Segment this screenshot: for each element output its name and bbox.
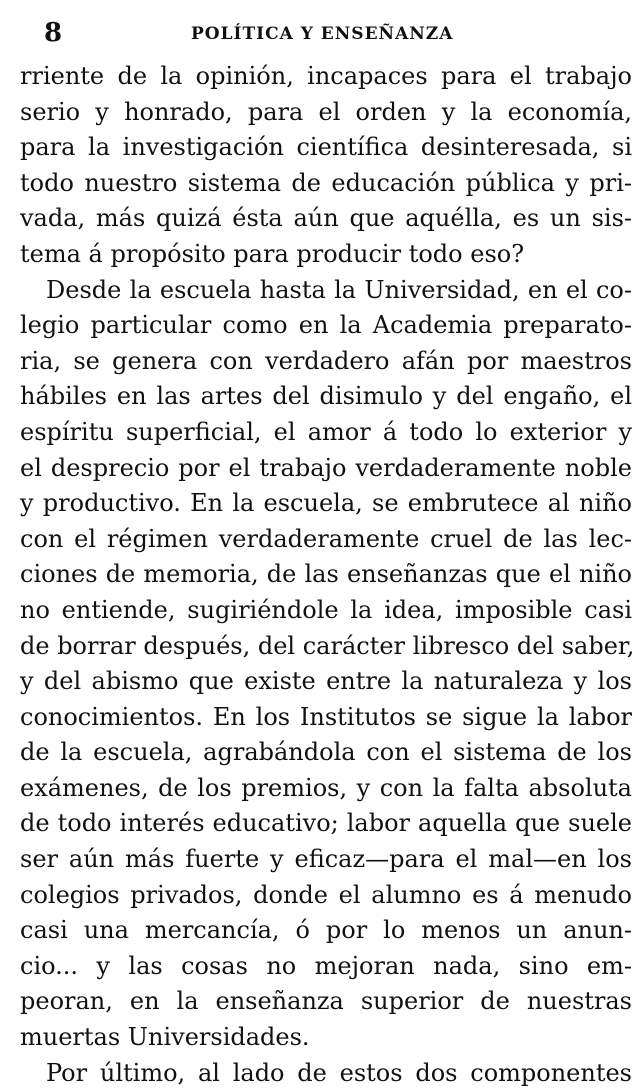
text-line: ser aún más fuerte y eficaz—para el mal—en los [20, 845, 632, 874]
running-header [0, 17, 644, 49]
text-line: ciones de memoria, de las enseñanzas que el niño [20, 560, 632, 589]
running-title: POLÍTICA Y ENSEÑANZA [191, 24, 454, 44]
text-line: rriente de la opinión, incapaces para el trabajo [20, 62, 632, 90]
text-line: de borrar después, del carácter libresco del saber, [20, 631, 635, 660]
text-line: colegios privados, donde el alumno es á menudo [20, 880, 632, 909]
text-line: cio... y las cosas no mejoran nada, sino em- [20, 951, 632, 980]
text-line: peoran, en la enseñanza superior de nuestras [20, 987, 632, 1016]
text-line: de la escuela, agrabándola con el sistema de los [20, 738, 632, 767]
text-line: legio particular como en la Academia preparato- [20, 311, 632, 340]
text-line: todo nuestro sistema de educación pública y pri- [20, 168, 632, 197]
paragraph-start-line: Por último, al lado de estos dos componentes [46, 1058, 632, 1087]
paragraph-start-line: Desde la escuela hasta la Universidad, en el co- [46, 275, 632, 304]
text-line: el desprecio por el trabajo verdaderamente noble [20, 453, 632, 482]
text-line: y del abismo que existe entre la naturaleza y los [20, 667, 632, 696]
paragraph-end-line: tema á propósito para producir todo eso? [20, 239, 525, 268]
page-number: 8 [44, 18, 63, 48]
text-line: conocimientos. En los Institutos se sigue la labor [20, 702, 632, 731]
text-line: ria, se genera con verdadero afán por maestros [20, 346, 632, 375]
body-text [20, 59, 635, 1091]
text-line: exámenes, de los premios, y con la falta absoluta [20, 773, 632, 802]
text-line: de todo interés educativo; labor aquella que suele [20, 809, 632, 838]
text-line: casi una mercancía, ó por lo menos un anun- [20, 916, 632, 945]
paragraph-end-line: muertas Universidades. [20, 1023, 310, 1052]
text-line: vada, más quizá ésta aún que aquélla, es un sis- [20, 204, 632, 233]
text-line: para la investigación científica desinteresada, si [20, 133, 632, 162]
text-line: con el régimen verdaderamente cruel de las lec- [20, 524, 632, 553]
text-line: espíritu superficial, el amor á todo lo exterior y [20, 417, 632, 446]
text-line: hábiles en las artes del disimulo y del engaño, el [20, 382, 632, 411]
text-line: serio y honrado, para el orden y la economía, [20, 97, 632, 126]
text-line: y productivo. En la escuela, se embrutece al niño [20, 489, 632, 518]
text-line: no entiende, sugiriéndole la idea, imposible casi [20, 595, 632, 624]
